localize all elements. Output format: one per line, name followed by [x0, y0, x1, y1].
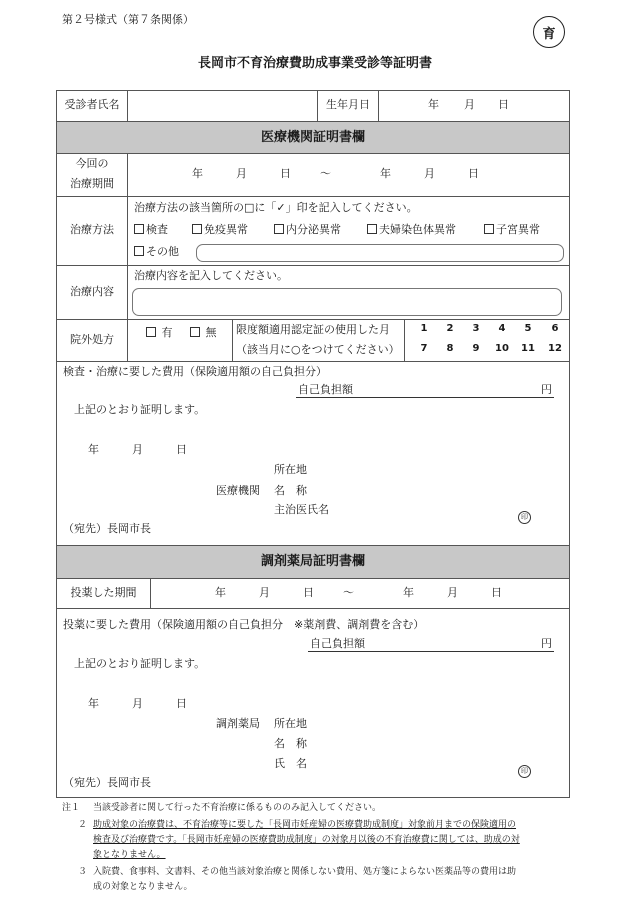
note-1-number: 注１ — [62, 803, 81, 813]
medical-yen-unit: 円 — [541, 383, 552, 396]
pharmacy-address-label: 所在地 — [274, 717, 307, 730]
treatment-content-label: 治療内容 — [70, 285, 114, 298]
medical-self-pay-line[interactable] — [296, 397, 554, 398]
medical-institution-label: 医療機関 — [216, 484, 260, 497]
checkbox-icon — [134, 246, 144, 256]
dosing-end-date: 年 月 日 — [403, 586, 502, 599]
doctor-name-label: 主治医氏名 — [274, 503, 329, 516]
period-end-date: 年 月 日 — [380, 167, 479, 180]
dob-month-unit: 月 — [464, 98, 475, 111]
prescription-yes-option[interactable]: 有 — [146, 326, 173, 340]
note-3-line1: 入院費、食事料、文書料、その他当該対象治療と関係しない費用、処方箋によらない医薬品等の費用は助 — [93, 867, 517, 877]
pharmacy-section-title: 調剤薬局証明書欄 — [260, 554, 365, 569]
content-instruction: 治療内容を記入してください。 — [134, 269, 288, 282]
period-wave: ～ — [320, 167, 331, 180]
note-2-line2: 検査及び治療費です。「長岡市妊産婦の医療費助成制度」の対象月以後の不育治療費に関しては、助成の対 — [93, 835, 520, 845]
medical-section-title: 医療機関証明書欄 — [260, 130, 365, 145]
month-8[interactable]: 8 — [446, 343, 454, 354]
prescription-no-option[interactable]: 無 — [190, 326, 217, 340]
medical-address-label: 所在地 — [274, 463, 307, 476]
dosing-period-label: 投薬した期間 — [70, 586, 137, 599]
medical-addressee: （宛先）長岡市長 — [63, 522, 151, 535]
note-2-number: ２ — [78, 820, 88, 830]
month-5[interactable]: 5 — [524, 323, 532, 334]
pharmacist-seal-icon: 印 — [518, 758, 531, 778]
dob-day-unit: 日 — [498, 98, 509, 111]
note-3-line2: 成の対象となりません。 — [93, 882, 193, 892]
dosing-start-date: 年 月 日 — [215, 586, 314, 599]
dob-year-unit: 年 — [428, 98, 439, 111]
treatment-period-label-line2: 治療期間 — [70, 177, 114, 190]
treatment-period-field[interactable] — [130, 156, 568, 194]
pharmacy-label: 調剤薬局 — [216, 717, 260, 730]
dosing-period-field[interactable] — [153, 581, 567, 606]
checkbox-icon — [190, 327, 200, 337]
medical-self-pay-label: 自己負担額 — [298, 383, 353, 396]
medical-name-label: 名 称 — [274, 484, 307, 497]
method-option-other[interactable]: その他 — [134, 245, 179, 259]
doctor-seal-icon: 印 — [518, 504, 531, 524]
pharmacist-name-label: 氏 名 — [274, 757, 307, 770]
pharmacy-cost-label: 投薬に要した費用（保険適用額の自己負担分 ※薬剤費、調剤費を含む） — [63, 618, 425, 631]
checkbox-icon — [274, 224, 284, 234]
prescription-label: 院外処方 — [70, 333, 114, 346]
month-6[interactable]: 6 — [551, 323, 559, 334]
note-3-number: ３ — [78, 867, 88, 877]
period-start-date: 年 月 日 — [192, 167, 291, 180]
pharmacy-name-label: 名 称 — [274, 737, 307, 750]
checkbox-icon — [367, 224, 377, 234]
method-option-uterine[interactable]: 子宮異常 — [484, 223, 540, 237]
checkbox-icon — [484, 224, 494, 234]
method-option-chromosome[interactable]: 夫婦染色体異常 — [367, 223, 456, 237]
method-instruction: 治療方法の該当箇所の□に「✓」印を記入してください。 — [134, 201, 418, 214]
pharmacy-self-pay-line[interactable] — [308, 651, 554, 652]
limit-certificate-label: 限度額適用認定証の使用した月 — [236, 323, 390, 336]
pharmacy-yen-unit: 円 — [541, 637, 552, 650]
method-option-immune[interactable]: 免疫異常 — [192, 223, 248, 237]
form-number-label: 第２号様式（第７条関係） — [62, 13, 194, 26]
dosing-wave: ～ — [343, 586, 354, 599]
treatment-content-input[interactable] — [132, 288, 562, 316]
month-9[interactable]: 9 — [472, 343, 480, 354]
medical-cert-date[interactable]: 年 月 日 — [88, 443, 187, 456]
checkbox-icon — [192, 224, 202, 234]
month-3[interactable]: 3 — [472, 323, 480, 334]
month-7[interactable]: 7 — [420, 343, 428, 354]
method-option-endocrine[interactable]: 内分泌異常 — [274, 223, 341, 237]
method-option-exam[interactable]: 検査 — [134, 223, 168, 237]
pharmacy-addressee: （宛先）長岡市長 — [63, 776, 151, 789]
month-10[interactable]: 10 — [495, 343, 509, 354]
limit-certificate-note: （該当月に○をつけてください） — [236, 343, 400, 356]
dob-label: 生年月日 — [326, 98, 370, 111]
treatment-period-label-line1: 今回の — [75, 157, 109, 170]
pharmacy-self-pay-label: 自己負担額 — [310, 637, 365, 650]
patient-name-label: 受診者氏名 — [64, 98, 120, 111]
checkbox-icon — [146, 327, 156, 337]
pharmacy-cert-date[interactable]: 年 月 日 — [88, 697, 187, 710]
month-11[interactable]: 11 — [521, 343, 535, 354]
pharmacy-certify-text: 上記のとおり証明します。 — [74, 657, 206, 670]
dob-field[interactable] — [380, 93, 568, 119]
medical-certify-text: 上記のとおり証明します。 — [74, 403, 206, 416]
category-stamp: 育 — [533, 16, 565, 48]
document-title: 長岡市不育治療費助成事業受診等証明書 — [197, 56, 432, 71]
treatment-method-label: 治療方法 — [70, 223, 114, 236]
checkbox-icon — [134, 224, 144, 234]
month-4[interactable]: 4 — [498, 323, 506, 334]
month-12[interactable]: 12 — [548, 343, 562, 354]
note-2-line3: 象となりません。 — [93, 850, 166, 860]
month-2[interactable]: 2 — [446, 323, 454, 334]
other-method-input[interactable] — [196, 244, 564, 262]
note-1-text: 当該受診者に関して行った不育治療に係るもののみ記入してください。 — [93, 803, 382, 813]
month-1[interactable]: 1 — [420, 323, 428, 334]
patient-name-field[interactable] — [130, 93, 314, 119]
medical-cost-label: 検査・治療に要した費用（保険適用額の自己負担分） — [63, 365, 327, 378]
note-2-line1: 助成対象の治療費は、不育治療等に要した「長岡市妊産婦の医療費助成制度」対象前月までの保険適用の — [93, 820, 517, 830]
